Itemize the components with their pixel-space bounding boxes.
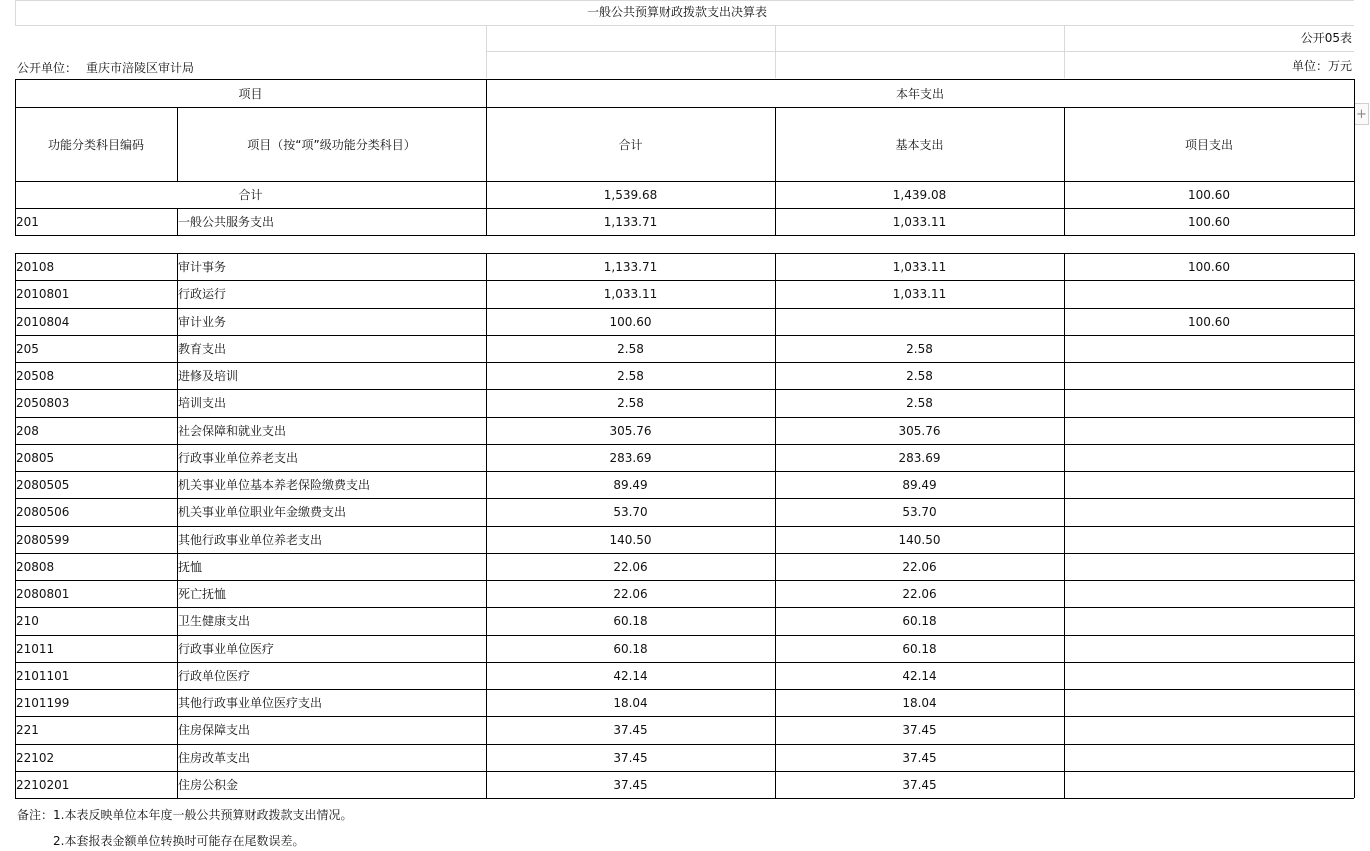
row-name: 审计业务 — [178, 315, 227, 329]
row-total: 283.69 — [609, 450, 652, 465]
row-name: 死亡抚恤 — [178, 587, 227, 601]
row-basic: 60.18 — [902, 641, 937, 656]
row-total: 2.58 — [617, 395, 644, 410]
row-code: 210 — [16, 613, 39, 628]
row-total: 53.70 — [613, 504, 648, 519]
row-code: 22102 — [16, 750, 55, 765]
row-basic: 37.45 — [902, 722, 937, 737]
summary-total: 1,539.68 — [603, 187, 658, 202]
row-total: 2.58 — [617, 341, 644, 356]
row-name: 抚恤 — [178, 560, 203, 574]
row-project — [1064, 444, 1354, 471]
summary-basic: 1,439.08 — [892, 187, 947, 202]
row-code: 20508 — [16, 368, 55, 383]
table-right-border — [1354, 79, 1355, 236]
row-code: 2101199 — [16, 695, 70, 710]
row-name: 审计事务 — [178, 260, 227, 274]
row-total: 1,133.71 — [603, 259, 658, 274]
page-title: 一般公共预算财政拨款支出决算表 — [586, 5, 767, 19]
header-basic: 基本支出 — [895, 137, 944, 152]
row-project — [1064, 744, 1354, 771]
row-code: 20808 — [16, 559, 55, 574]
row-basic: 283.69 — [898, 450, 941, 465]
row-project — [1064, 635, 1354, 662]
row-code: 208 — [16, 423, 39, 438]
row-project — [1064, 716, 1354, 743]
form-number: 公开05表 — [1300, 31, 1352, 45]
row-basic: 22.06 — [902, 559, 937, 574]
row-total: 1,133.71 — [603, 214, 658, 229]
unit-label: 公开单位： — [17, 61, 78, 75]
row-code: 2010804 — [16, 314, 70, 329]
row-project — [1064, 689, 1354, 716]
unit-name: 重庆市涪陵区审计局 — [86, 61, 195, 75]
row-total: 60.18 — [613, 641, 648, 656]
row-project — [1064, 471, 1354, 498]
row-project: 100.60 — [1188, 214, 1230, 229]
row-total: 37.45 — [613, 722, 648, 737]
plus-icon: + — [1356, 106, 1367, 122]
row-name: 行政事业单位医疗 — [178, 642, 275, 656]
row-code: 21011 — [16, 641, 55, 656]
row-basic: 1,033.11 — [892, 259, 947, 274]
row-code: 2210201 — [16, 777, 70, 792]
row-basic: 18.04 — [902, 695, 937, 710]
row-name: 住房公积金 — [178, 778, 239, 792]
row-basic: 1,033.11 — [892, 214, 947, 229]
row-project: 100.60 — [1188, 314, 1230, 329]
row-basic: 305.76 — [898, 423, 941, 438]
row-total: 140.50 — [609, 532, 652, 547]
row-project — [1064, 389, 1354, 416]
row-total: 22.06 — [613, 559, 648, 574]
row-project: 100.60 — [1188, 259, 1230, 274]
row-project — [1064, 553, 1354, 580]
row-total: 18.04 — [613, 695, 648, 710]
row-name: 社会保障和就业支出 — [178, 424, 287, 438]
row-code: 2080801 — [16, 586, 70, 601]
row-basic: 1,033.11 — [892, 286, 947, 301]
row-code: 2010801 — [16, 286, 70, 301]
note-line-2: 2.本套报表金额单位转换时可能存在尾数误差。 — [53, 834, 305, 848]
row-code: 201 — [16, 214, 39, 229]
row-name: 一般公共服务支出 — [178, 215, 275, 229]
note-line-1: 备注：1.本表反映单位本年度一般公共预算财政拨款支出情况。 — [17, 808, 353, 822]
row-basic: 42.14 — [902, 668, 937, 683]
row-name: 行政运行 — [178, 287, 227, 301]
row-basic: 60.18 — [902, 613, 937, 628]
row-project — [1064, 498, 1354, 525]
row-basic — [775, 308, 1064, 335]
row-basic: 2.58 — [906, 368, 933, 383]
summary-project: 100.60 — [1188, 187, 1230, 202]
row-project — [1064, 335, 1354, 362]
row-code: 2080599 — [16, 532, 70, 547]
row-code: 2050803 — [16, 395, 70, 410]
row-basic: 2.58 — [906, 341, 933, 356]
row-project — [1064, 607, 1354, 634]
row-project — [1064, 771, 1354, 798]
header-current-year: 本年支出 — [895, 86, 944, 101]
row-basic: 2.58 — [906, 395, 933, 410]
row-total: 100.60 — [609, 314, 652, 329]
row-basic: 22.06 — [902, 586, 937, 601]
row-project — [1064, 362, 1354, 389]
row-basic: 53.70 — [902, 504, 937, 519]
row-project — [1064, 280, 1354, 307]
row-code: 2080505 — [16, 477, 70, 492]
table-right-border — [1354, 253, 1355, 798]
row-name: 住房保障支出 — [178, 723, 251, 737]
row-name: 其他行政事业单位养老支出 — [178, 533, 323, 547]
row-name: 教育支出 — [178, 342, 227, 356]
row-code: 2080506 — [16, 504, 70, 519]
row-name: 住房改革支出 — [178, 751, 251, 765]
row-project — [1064, 417, 1354, 444]
row-total: 305.76 — [609, 423, 652, 438]
header-total: 合计 — [618, 137, 643, 152]
row-basic: 89.49 — [902, 477, 937, 492]
row-code: 205 — [16, 341, 39, 356]
row-name: 其他行政事业单位医疗支出 — [178, 696, 323, 710]
row-project — [1064, 526, 1354, 553]
row-total: 42.14 — [613, 668, 648, 683]
row-basic: 37.45 — [902, 750, 937, 765]
add-column-button[interactable] — [1354, 103, 1369, 125]
header-item-name: 项目（按“项”级功能分类科目） — [247, 137, 416, 152]
row-code: 221 — [16, 722, 39, 737]
row-project — [1064, 662, 1354, 689]
header-code: 功能分类科目编码 — [47, 137, 144, 152]
currency-unit: 单位：万元 — [1291, 59, 1352, 73]
row-basic: 37.45 — [902, 777, 937, 792]
header-project-expense: 项目支出 — [1184, 137, 1233, 152]
row-project — [1064, 580, 1354, 607]
row-total: 37.45 — [613, 777, 648, 792]
row-code: 2101101 — [16, 668, 70, 683]
row-total: 2.58 — [617, 368, 644, 383]
row-name: 行政事业单位养老支出 — [178, 451, 299, 465]
row-total: 89.49 — [613, 477, 648, 492]
row-code: 20108 — [16, 259, 55, 274]
row-name: 卫生健康支出 — [178, 614, 251, 628]
row-name: 进修及培训 — [178, 369, 239, 383]
table-rule — [15, 235, 1354, 236]
row-name: 行政单位医疗 — [178, 669, 251, 683]
row-total: 60.18 — [613, 613, 648, 628]
row-total: 22.06 — [613, 586, 648, 601]
row-total: 37.45 — [613, 750, 648, 765]
table-rule — [15, 798, 1354, 799]
row-code: 20805 — [16, 450, 55, 465]
header-project: 项目 — [238, 86, 263, 101]
row-total: 1,033.11 — [603, 286, 658, 301]
row-basic: 140.50 — [898, 532, 941, 547]
row-name: 机关事业单位基本养老保险缴费支出 — [178, 478, 371, 492]
row-name: 培训支出 — [178, 396, 227, 410]
summary-label: 合计 — [238, 188, 263, 202]
row-name: 机关事业单位职业年金缴费支出 — [178, 505, 347, 519]
